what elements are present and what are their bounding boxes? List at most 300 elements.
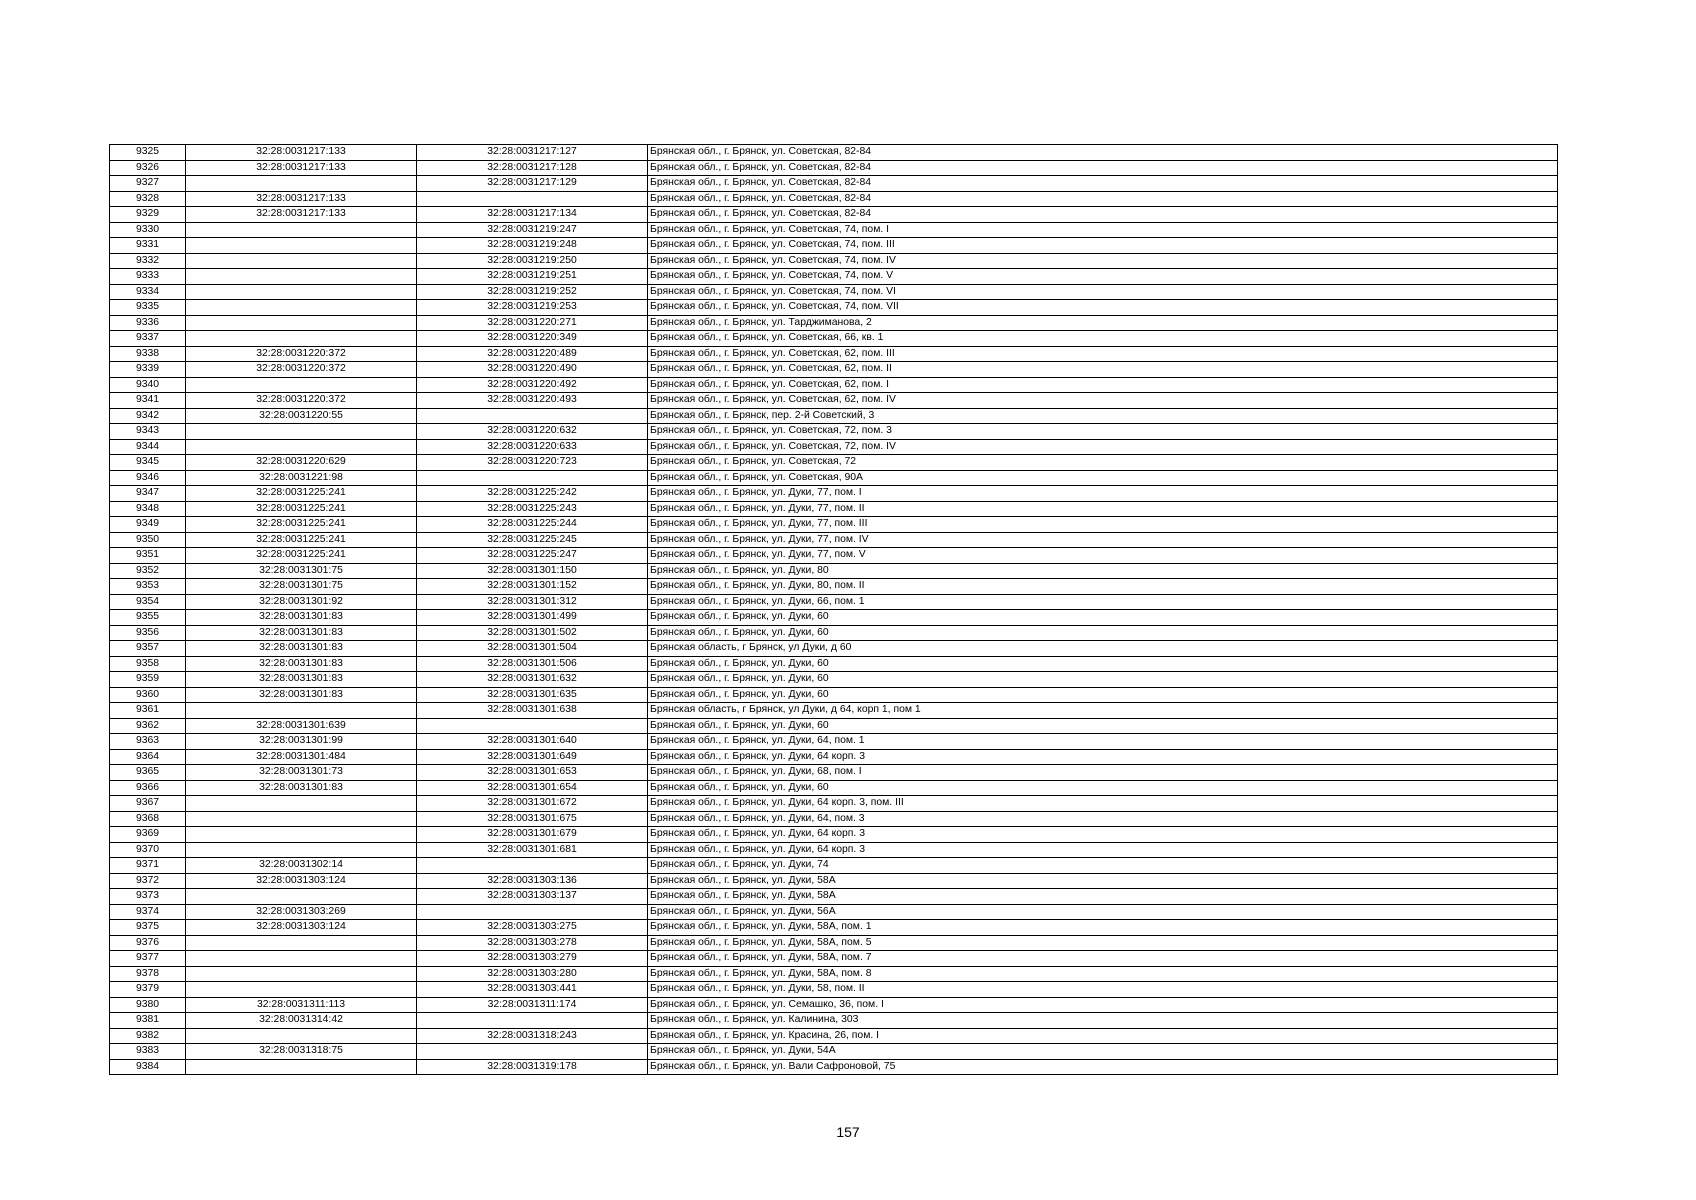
table-row: [110, 765, 1558, 781]
cadastral-number-cell: 32:28:0031319:178: [417, 1059, 648, 1075]
parent-cadastral-number-cell: 32:28:0031301:75: [186, 579, 417, 595]
table-row: [110, 656, 1558, 672]
row-number-cell: 9350: [110, 532, 186, 548]
cadastral-number-cell: 32:28:0031219:247: [417, 222, 648, 238]
parent-cadastral-number-cell: 32:28:0031301:83: [186, 672, 417, 688]
row-number-cell: 9372: [110, 873, 186, 889]
row-number-cell: 9333: [110, 269, 186, 285]
cadastral-number-cell: 32:28:0031303:136: [417, 873, 648, 889]
cadastral-number-cell: 32:28:0031225:247: [417, 548, 648, 564]
address-cell: Брянская обл., г. Брянск, ул. Советская, 66, кв. 1: [648, 331, 1558, 347]
parent-cadastral-number-cell: 32:28:0031217:133: [186, 145, 417, 161]
cadastral-number-cell: 32:28:0031301:679: [417, 827, 648, 843]
cadastral-number-cell: 32:28:0031220:633: [417, 439, 648, 455]
parent-cadastral-number-cell: 32:28:0031301:83: [186, 625, 417, 641]
cadastral-number-cell: 32:28:0031217:129: [417, 176, 648, 192]
table-row: [110, 517, 1558, 533]
row-number-cell: 9328: [110, 191, 186, 207]
address-cell: Брянская обл., г. Брянск, ул. Советская, 82-84: [648, 191, 1558, 207]
row-number-cell: 9347: [110, 486, 186, 502]
row-number-cell: 9336: [110, 315, 186, 331]
parent-cadastral-number-cell: 32:28:0031301:83: [186, 610, 417, 626]
address-cell: Брянская область, г Брянск, ул Дуки, д 64, корп 1, пом 1: [648, 703, 1558, 719]
parent-cadastral-number-cell: [186, 300, 417, 316]
cadastral-number-cell: 32:28:0031225:242: [417, 486, 648, 502]
row-number-cell: 9327: [110, 176, 186, 192]
parent-cadastral-number-cell: 32:28:0031220:372: [186, 346, 417, 362]
cadastral-number-cell: [417, 904, 648, 920]
address-cell: Брянская обл., г. Брянск, ул. Советская, 72, пом. IV: [648, 439, 1558, 455]
address-cell: Брянская обл., г. Брянск, ул. Дуки, 64 корп. 3: [648, 827, 1558, 843]
parent-cadastral-number-cell: [186, 889, 417, 905]
parent-cadastral-number-cell: [186, 222, 417, 238]
cadastral-number-cell: 32:28:0031301:672: [417, 796, 648, 812]
registry-table: [109, 144, 1558, 1075]
row-number-cell: 9332: [110, 253, 186, 269]
row-number-cell: 9359: [110, 672, 186, 688]
table-row: [110, 269, 1558, 285]
cadastral-number-cell: 32:28:0031301:150: [417, 563, 648, 579]
address-cell: Брянская обл., г. Брянск, ул. Дуки, 56А: [648, 904, 1558, 920]
parent-cadastral-number-cell: 32:28:0031217:133: [186, 191, 417, 207]
row-number-cell: 9373: [110, 889, 186, 905]
table-row: [110, 300, 1558, 316]
address-cell: Брянская обл., г. Брянск, ул. Дуки, 64, пом. 1: [648, 734, 1558, 750]
address-cell: Брянская обл., г. Брянск, ул. Дуки, 77, пом. I: [648, 486, 1558, 502]
cadastral-number-cell: 32:28:0031301:681: [417, 842, 648, 858]
row-number-cell: 9345: [110, 455, 186, 471]
table-row: [110, 486, 1558, 502]
address-cell: Брянская обл., г. Брянск, ул. Дуки, 60: [648, 687, 1558, 703]
cadastral-number-cell: 32:28:0031220:632: [417, 424, 648, 440]
row-number-cell: 9352: [110, 563, 186, 579]
row-number-cell: 9367: [110, 796, 186, 812]
address-cell: Брянская обл., г. Брянск, ул. Дуки, 58А: [648, 889, 1558, 905]
address-cell: Брянская обл., г. Брянск, ул. Тарджиманова, 2: [648, 315, 1558, 331]
cadastral-number-cell: 32:28:0031303:280: [417, 966, 648, 982]
table-row: [110, 176, 1558, 192]
row-number-cell: 9375: [110, 920, 186, 936]
row-number-cell: 9377: [110, 951, 186, 967]
address-cell: Брянская обл., г. Брянск, ул. Советская, 74, пом. V: [648, 269, 1558, 285]
table-row: [110, 362, 1558, 378]
row-number-cell: 9382: [110, 1028, 186, 1044]
table-row: [110, 904, 1558, 920]
parent-cadastral-number-cell: 32:28:0031302:14: [186, 858, 417, 874]
table-row: [110, 424, 1558, 440]
cadastral-number-cell: [417, 470, 648, 486]
table-row: [110, 455, 1558, 471]
address-cell: Брянская обл., г. Брянск, ул. Советская, 82-84: [648, 176, 1558, 192]
table-row: [110, 160, 1558, 176]
cadastral-number-cell: 32:28:0031301:502: [417, 625, 648, 641]
table-row: [110, 842, 1558, 858]
parent-cadastral-number-cell: 32:28:0031301:83: [186, 780, 417, 796]
address-cell: Брянская обл., г. Брянск, ул. Советская, 74, пом. VI: [648, 284, 1558, 300]
row-number-cell: 9376: [110, 935, 186, 951]
parent-cadastral-number-cell: [186, 796, 417, 812]
row-number-cell: 9335: [110, 300, 186, 316]
parent-cadastral-number-cell: [186, 982, 417, 998]
address-cell: Брянская обл., г. Брянск, ул. Дуки, 80, пом. II: [648, 579, 1558, 595]
address-cell: Брянская обл., г. Брянск, ул. Семашко, 36, пом. I: [648, 997, 1558, 1013]
row-number-cell: 9342: [110, 408, 186, 424]
parent-cadastral-number-cell: 32:28:0031301:99: [186, 734, 417, 750]
row-number-cell: 9355: [110, 610, 186, 626]
table-row: [110, 625, 1558, 641]
row-number-cell: 9366: [110, 780, 186, 796]
cadastral-number-cell: 32:28:0031303:137: [417, 889, 648, 905]
table-row: [110, 532, 1558, 548]
table-row: [110, 284, 1558, 300]
parent-cadastral-number-cell: [186, 424, 417, 440]
address-cell: Брянская обл., г. Брянск, ул. Советская, 72, пом. 3: [648, 424, 1558, 440]
parent-cadastral-number-cell: 32:28:0031301:92: [186, 594, 417, 610]
address-cell: Брянская обл., г. Брянск, ул. Дуки, 58А, пом. 7: [648, 951, 1558, 967]
table-row: [110, 222, 1558, 238]
cadastral-number-cell: 32:28:0031303:279: [417, 951, 648, 967]
table-row: [110, 238, 1558, 254]
cadastral-number-cell: 32:28:0031301:640: [417, 734, 648, 750]
parent-cadastral-number-cell: [186, 842, 417, 858]
row-number-cell: 9348: [110, 501, 186, 517]
table-row: [110, 858, 1558, 874]
cadastral-number-cell: 32:28:0031301:649: [417, 749, 648, 765]
table-row: [110, 1013, 1558, 1029]
address-cell: Брянская обл., г. Брянск, ул. Советская, 72: [648, 455, 1558, 471]
table-row: [110, 207, 1558, 223]
cadastral-number-cell: 32:28:0031301:654: [417, 780, 648, 796]
parent-cadastral-number-cell: 32:28:0031318:75: [186, 1044, 417, 1060]
cadastral-number-cell: 32:28:0031303:441: [417, 982, 648, 998]
row-number-cell: 9371: [110, 858, 186, 874]
address-cell: Брянская обл., г. Брянск, ул. Дуки, 54А: [648, 1044, 1558, 1060]
parent-cadastral-number-cell: 32:28:0031221:98: [186, 470, 417, 486]
parent-cadastral-number-cell: 32:28:0031301:83: [186, 656, 417, 672]
cadastral-number-cell: [417, 1044, 648, 1060]
parent-cadastral-number-cell: [186, 703, 417, 719]
row-number-cell: 9378: [110, 966, 186, 982]
table-row: [110, 191, 1558, 207]
cadastral-number-cell: 32:28:0031303:275: [417, 920, 648, 936]
row-number-cell: 9334: [110, 284, 186, 300]
row-number-cell: 9381: [110, 1013, 186, 1029]
table-row: [110, 687, 1558, 703]
row-number-cell: 9346: [110, 470, 186, 486]
table-row: [110, 889, 1558, 905]
table-row: [110, 997, 1558, 1013]
parent-cadastral-number-cell: 32:28:0031220:55: [186, 408, 417, 424]
table-row: [110, 377, 1558, 393]
cadastral-number-cell: 32:28:0031303:278: [417, 935, 648, 951]
address-cell: Брянская обл., г. Брянск, ул. Красина, 26, пом. I: [648, 1028, 1558, 1044]
parent-cadastral-number-cell: 32:28:0031303:124: [186, 873, 417, 889]
address-cell: Брянская обл., г. Брянск, ул. Дуки, 60: [648, 718, 1558, 734]
cadastral-number-cell: 32:28:0031225:244: [417, 517, 648, 533]
address-cell: Брянская обл., г. Брянск, ул. Дуки, 60: [648, 610, 1558, 626]
table-row: [110, 610, 1558, 626]
cadastral-number-cell: 32:28:0031220:271: [417, 315, 648, 331]
parent-cadastral-number-cell: [186, 176, 417, 192]
address-cell: Брянская обл., г. Брянск, ул. Дуки, 64 корп. 3: [648, 749, 1558, 765]
cadastral-number-cell: 32:28:0031219:251: [417, 269, 648, 285]
address-cell: Брянская обл., г. Брянск, ул. Советская, 74, пом. IV: [648, 253, 1558, 269]
parent-cadastral-number-cell: [186, 253, 417, 269]
parent-cadastral-number-cell: 32:28:0031301:83: [186, 687, 417, 703]
parent-cadastral-number-cell: [186, 238, 417, 254]
parent-cadastral-number-cell: 32:28:0031217:133: [186, 207, 417, 223]
row-number-cell: 9361: [110, 703, 186, 719]
row-number-cell: 9362: [110, 718, 186, 734]
cadastral-number-cell: 32:28:0031301:653: [417, 765, 648, 781]
cadastral-number-cell: 32:28:0031311:174: [417, 997, 648, 1013]
address-cell: Брянская обл., г. Брянск, ул. Дуки, 60: [648, 656, 1558, 672]
address-cell: Брянская обл., г. Брянск, пер. 2-й Советский, 3: [648, 408, 1558, 424]
cadastral-number-cell: [417, 718, 648, 734]
address-cell: Брянская обл., г. Брянск, ул. Советская, 74, пом. III: [648, 238, 1558, 254]
page-number: 157: [836, 1124, 860, 1140]
row-number-cell: 9363: [110, 734, 186, 750]
table-row: [110, 1044, 1558, 1060]
cadastral-number-cell: 32:28:0031220:489: [417, 346, 648, 362]
table-row: [110, 1028, 1558, 1044]
table-row: [110, 145, 1558, 161]
table-row: [110, 827, 1558, 843]
table-row: [110, 439, 1558, 455]
table-row: [110, 672, 1558, 688]
address-cell: Брянская обл., г. Брянск, ул. Советская, 62, пом. I: [648, 377, 1558, 393]
address-cell: Брянская обл., г. Брянск, ул. Дуки, 74: [648, 858, 1558, 874]
address-cell: Брянская область, г Брянск, ул Дуки, д 60: [648, 641, 1558, 657]
cadastral-number-cell: [417, 1013, 648, 1029]
parent-cadastral-number-cell: 32:28:0031301:484: [186, 749, 417, 765]
cadastral-number-cell: 32:28:0031301:312: [417, 594, 648, 610]
table-row: [110, 734, 1558, 750]
row-number-cell: 9354: [110, 594, 186, 610]
table-row: [110, 935, 1558, 951]
row-number-cell: 9351: [110, 548, 186, 564]
address-cell: Брянская обл., г. Брянск, ул. Дуки, 66, пом. 1: [648, 594, 1558, 610]
row-number-cell: 9341: [110, 393, 186, 409]
cadastral-number-cell: 32:28:0031301:152: [417, 579, 648, 595]
table-row: [110, 951, 1558, 967]
parent-cadastral-number-cell: [186, 377, 417, 393]
address-cell: Брянская обл., г. Брянск, ул. Советская, 82-84: [648, 207, 1558, 223]
table-row: [110, 563, 1558, 579]
table-row: [110, 393, 1558, 409]
address-cell: Брянская обл., г. Брянск, ул. Вали Сафроновой, 75: [648, 1059, 1558, 1075]
address-cell: Брянская обл., г. Брянск, ул. Дуки, 77, пом. IV: [648, 532, 1558, 548]
parent-cadastral-number-cell: 32:28:0031220:629: [186, 455, 417, 471]
address-cell: Брянская обл., г. Брянск, ул. Советская, 74, пом. I: [648, 222, 1558, 238]
address-cell: Брянская обл., г. Брянск, ул. Советская, 62, пом. IV: [648, 393, 1558, 409]
row-number-cell: 9380: [110, 997, 186, 1013]
cadastral-number-cell: 32:28:0031217:134: [417, 207, 648, 223]
cadastral-number-cell: 32:28:0031301:504: [417, 641, 648, 657]
address-cell: Брянская обл., г. Брянск, ул. Дуки, 64 корп. 3: [648, 842, 1558, 858]
cadastral-number-cell: 32:28:0031217:128: [417, 160, 648, 176]
table-row: [110, 873, 1558, 889]
address-cell: Брянская обл., г. Брянск, ул. Дуки, 77, пом. III: [648, 517, 1558, 533]
table-row: [110, 408, 1558, 424]
table-row: [110, 780, 1558, 796]
table-row: [110, 253, 1558, 269]
cadastral-number-cell: 32:28:0031219:253: [417, 300, 648, 316]
table-row: [110, 641, 1558, 657]
address-cell: Брянская обл., г. Брянск, ул. Дуки, 64 корп. 3, пом. III: [648, 796, 1558, 812]
address-cell: Брянская обл., г. Брянск, ул. Советская, 90А: [648, 470, 1558, 486]
address-cell: Брянская обл., г. Брянск, ул. Дуки, 58А, пом. 1: [648, 920, 1558, 936]
parent-cadastral-number-cell: 32:28:0031225:241: [186, 486, 417, 502]
parent-cadastral-number-cell: 32:28:0031225:241: [186, 501, 417, 517]
row-number-cell: 9343: [110, 424, 186, 440]
parent-cadastral-number-cell: 32:28:0031303:269: [186, 904, 417, 920]
cadastral-number-cell: 32:28:0031318:243: [417, 1028, 648, 1044]
row-number-cell: 9325: [110, 145, 186, 161]
address-cell: Брянская обл., г. Брянск, ул. Дуки, 60: [648, 672, 1558, 688]
parent-cadastral-number-cell: 32:28:0031311:113: [186, 997, 417, 1013]
registry-table-body: [110, 145, 1558, 1075]
address-cell: Брянская обл., г. Брянск, ул. Дуки, 58А: [648, 873, 1558, 889]
parent-cadastral-number-cell: [186, 284, 417, 300]
parent-cadastral-number-cell: 32:28:0031225:241: [186, 548, 417, 564]
row-number-cell: 9329: [110, 207, 186, 223]
parent-cadastral-number-cell: [186, 1028, 417, 1044]
row-number-cell: 9370: [110, 842, 186, 858]
table-row: [110, 749, 1558, 765]
cadastral-number-cell: 32:28:0031220:492: [417, 377, 648, 393]
table-row: [110, 718, 1558, 734]
address-cell: Брянская обл., г. Брянск, ул. Советская, 74, пом. VII: [648, 300, 1558, 316]
table-row: [110, 331, 1558, 347]
address-cell: Брянская обл., г. Брянск, ул. Дуки, 58А, пом. 8: [648, 966, 1558, 982]
cadastral-number-cell: [417, 858, 648, 874]
table-row: [110, 796, 1558, 812]
table-row: [110, 703, 1558, 719]
address-cell: Брянская обл., г. Брянск, ул. Советская, 62, пом. III: [648, 346, 1558, 362]
table-row: [110, 548, 1558, 564]
table-row: [110, 1059, 1558, 1075]
cadastral-number-cell: 32:28:0031219:250: [417, 253, 648, 269]
row-number-cell: 9337: [110, 331, 186, 347]
parent-cadastral-number-cell: 32:28:0031301:83: [186, 641, 417, 657]
parent-cadastral-number-cell: [186, 935, 417, 951]
row-number-cell: 9331: [110, 238, 186, 254]
cadastral-number-cell: [417, 191, 648, 207]
parent-cadastral-number-cell: 32:28:0031303:124: [186, 920, 417, 936]
address-cell: Брянская обл., г. Брянск, ул. Дуки, 60: [648, 780, 1558, 796]
row-number-cell: 9360: [110, 687, 186, 703]
row-number-cell: 9357: [110, 641, 186, 657]
row-number-cell: 9364: [110, 749, 186, 765]
address-cell: Брянская обл., г. Брянск, ул. Дуки, 58, пом. II: [648, 982, 1558, 998]
table-row: [110, 982, 1558, 998]
row-number-cell: 9339: [110, 362, 186, 378]
cadastral-number-cell: 32:28:0031220:349: [417, 331, 648, 347]
parent-cadastral-number-cell: 32:28:0031220:372: [186, 393, 417, 409]
address-cell: Брянская обл., г. Брянск, ул. Дуки, 77, пом. II: [648, 501, 1558, 517]
address-cell: Брянская обл., г. Брянск, ул. Советская, 62, пом. II: [648, 362, 1558, 378]
row-number-cell: 9356: [110, 625, 186, 641]
cadastral-number-cell: 32:28:0031219:248: [417, 238, 648, 254]
parent-cadastral-number-cell: 32:28:0031301:73: [186, 765, 417, 781]
cadastral-number-cell: 32:28:0031301:499: [417, 610, 648, 626]
parent-cadastral-number-cell: 32:28:0031225:241: [186, 517, 417, 533]
parent-cadastral-number-cell: [186, 269, 417, 285]
parent-cadastral-number-cell: 32:28:0031217:133: [186, 160, 417, 176]
row-number-cell: 9383: [110, 1044, 186, 1060]
table-row: [110, 594, 1558, 610]
address-cell: Брянская обл., г. Брянск, ул. Дуки, 68, пом. I: [648, 765, 1558, 781]
address-cell: Брянская обл., г. Брянск, ул. Дуки, 58А, пом. 5: [648, 935, 1558, 951]
parent-cadastral-number-cell: [186, 331, 417, 347]
parent-cadastral-number-cell: [186, 951, 417, 967]
cadastral-number-cell: 32:28:0031220:493: [417, 393, 648, 409]
cadastral-number-cell: 32:28:0031219:252: [417, 284, 648, 300]
table-row: [110, 966, 1558, 982]
cadastral-number-cell: 32:28:0031220:723: [417, 455, 648, 471]
cadastral-number-cell: [417, 408, 648, 424]
row-number-cell: 9330: [110, 222, 186, 238]
row-number-cell: 9369: [110, 827, 186, 843]
table-row: [110, 470, 1558, 486]
row-number-cell: 9338: [110, 346, 186, 362]
cadastral-number-cell: 32:28:0031301:638: [417, 703, 648, 719]
row-number-cell: 9349: [110, 517, 186, 533]
row-number-cell: 9326: [110, 160, 186, 176]
parent-cadastral-number-cell: [186, 439, 417, 455]
cadastral-number-cell: 32:28:0031301:632: [417, 672, 648, 688]
parent-cadastral-number-cell: [186, 811, 417, 827]
row-number-cell: 9384: [110, 1059, 186, 1075]
cadastral-number-cell: 32:28:0031301:635: [417, 687, 648, 703]
cadastral-number-cell: 32:28:0031225:245: [417, 532, 648, 548]
cadastral-number-cell: 32:28:0031225:243: [417, 501, 648, 517]
table-row: [110, 920, 1558, 936]
parent-cadastral-number-cell: [186, 966, 417, 982]
address-cell: Брянская обл., г. Брянск, ул. Советская, 82-84: [648, 145, 1558, 161]
parent-cadastral-number-cell: [186, 1059, 417, 1075]
parent-cadastral-number-cell: [186, 315, 417, 331]
address-cell: Брянская обл., г. Брянск, ул. Дуки, 77, пом. V: [648, 548, 1558, 564]
cadastral-number-cell: 32:28:0031220:490: [417, 362, 648, 378]
address-cell: Брянская обл., г. Брянск, ул. Дуки, 60: [648, 625, 1558, 641]
cadastral-number-cell: 32:28:0031301:506: [417, 656, 648, 672]
table-row: [110, 501, 1558, 517]
row-number-cell: 9344: [110, 439, 186, 455]
row-number-cell: 9368: [110, 811, 186, 827]
parent-cadastral-number-cell: 32:28:0031301:639: [186, 718, 417, 734]
table-row: [110, 346, 1558, 362]
address-cell: Брянская обл., г. Брянск, ул. Советская, 82-84: [648, 160, 1558, 176]
row-number-cell: 9340: [110, 377, 186, 393]
address-cell: Брянская обл., г. Брянск, ул. Дуки, 80: [648, 563, 1558, 579]
address-cell: Брянская обл., г. Брянск, ул. Калинина, 303: [648, 1013, 1558, 1029]
table-row: [110, 315, 1558, 331]
table-row: [110, 579, 1558, 595]
row-number-cell: 9353: [110, 579, 186, 595]
parent-cadastral-number-cell: 32:28:0031301:75: [186, 563, 417, 579]
row-number-cell: 9358: [110, 656, 186, 672]
address-cell: Брянская обл., г. Брянск, ул. Дуки, 64, пом. 3: [648, 811, 1558, 827]
cadastral-number-cell: 32:28:0031301:675: [417, 811, 648, 827]
row-number-cell: 9365: [110, 765, 186, 781]
parent-cadastral-number-cell: [186, 827, 417, 843]
cadastral-number-cell: 32:28:0031217:127: [417, 145, 648, 161]
row-number-cell: 9379: [110, 982, 186, 998]
table-row: [110, 811, 1558, 827]
parent-cadastral-number-cell: 32:28:0031225:241: [186, 532, 417, 548]
